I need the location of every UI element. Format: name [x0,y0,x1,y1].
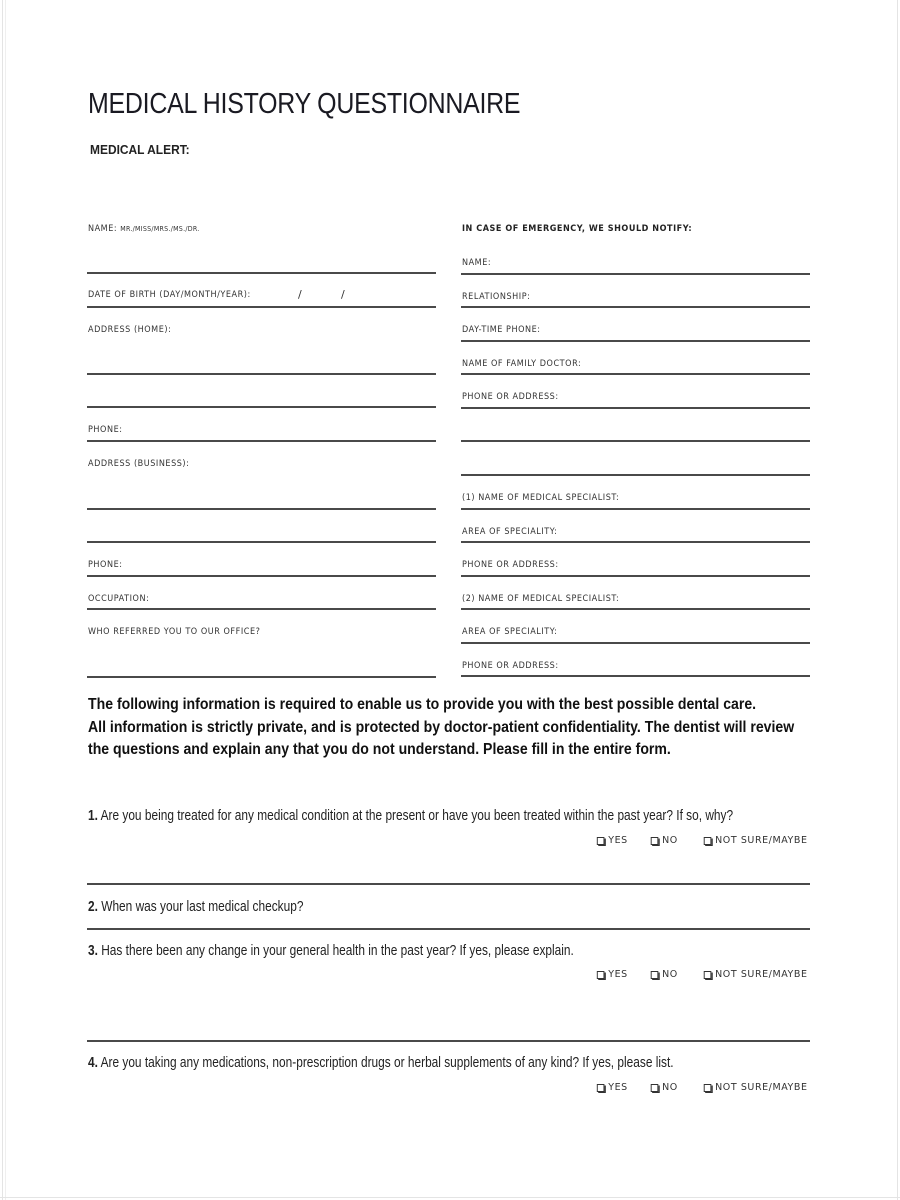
checkbox-icon[interactable] [651,971,659,979]
doctor-phone-label: PHONE OR ADDRESS: [462,392,559,402]
occupation-field[interactable] [87,580,436,610]
dob-field[interactable] [87,278,436,308]
relationship-field[interactable] [461,278,810,308]
page-border [5,0,6,1200]
question-text: Are you being treated for any medical condition at the present or have you been treated within the past year? If so, why? [100,808,734,824]
intro-line-1: The following information is required to enable us to provide you with the best possible dental care. [88,696,757,713]
question-4-options [574,1082,810,1093]
doctor-phone-field[interactable] [461,379,810,409]
family-doctor-label: NAME OF FAMILY DOCTOR: [462,359,582,369]
dob-separator: / [341,288,345,301]
dob-separator: / [298,288,302,301]
phone-business-label: PHONE: [88,560,123,570]
phone-home-label: PHONE: [88,425,123,435]
specialist2-phone-field[interactable] [461,647,810,677]
emergency-name-label: NAME: [462,258,492,268]
specialist1-phone-label: PHONE OR ADDRESS: [462,560,559,570]
address-business-field-1[interactable] [87,455,436,510]
doctor-phone-field-2[interactable] [461,412,810,442]
address-home-label: ADDRESS (HOME): [88,325,172,335]
specialist2-name-field[interactable] [461,580,810,610]
page-title: MEDICAL HISTORY QUESTIONNAIRE [88,88,521,120]
page-border [2,0,3,1200]
medical-alert-label: MEDICAL ALERT: [90,142,190,157]
specialist1-name-label: (1) NAME OF MEDICAL SPECIALIST: [462,493,620,503]
question-number: 4. [88,1055,98,1071]
option-not-sure[interactable]: NOT SURE/MAYBE [703,835,807,846]
checkbox-icon[interactable] [651,837,659,845]
emergency-heading: IN CASE OF EMERGENCY, WE SHOULD NOTIFY: [462,224,693,234]
checkbox-icon[interactable] [596,837,604,845]
specialist2-area-field[interactable] [461,614,810,644]
answer-line-2[interactable] [87,928,810,930]
daytime-phone-field[interactable] [461,312,810,342]
daytime-phone-label: DAY-TIME PHONE: [462,325,541,335]
name-field[interactable] [87,222,436,274]
question-number: 2. [88,899,98,915]
page-border [0,1197,900,1198]
specialist1-area-label: AREA OF SPECIALITY: [462,527,558,537]
question-1-options [574,835,810,846]
option-yes[interactable]: YES [596,835,627,846]
intro-paragraph [88,694,795,762]
answer-line-1[interactable] [87,883,810,885]
option-not-sure[interactable]: NOT SURE/MAYBE [703,969,807,980]
question-number: 1. [88,808,98,824]
option-not-sure[interactable]: NOT SURE/MAYBE [703,1082,807,1093]
question-3 [88,943,574,959]
specialist2-area-label: AREA OF SPECIALITY: [462,627,558,637]
answer-line-3[interactable] [87,1040,810,1042]
family-doctor-field[interactable] [461,345,810,375]
specialist1-phone-field[interactable] [461,547,810,577]
option-no[interactable]: NO [651,969,678,980]
name-titles: MR./MISS/MRS./MS./DR. [120,225,200,233]
option-no[interactable]: NO [651,835,678,846]
address-business-label: ADDRESS (BUSINESS): [88,459,190,469]
address-business-field-2[interactable] [87,513,436,543]
option-no[interactable]: NO [651,1082,678,1093]
referred-field[interactable] [87,622,436,678]
intro-line-2: All information is strictly private, and is protected by doctor-patient confidentiality. The dentist will review [88,718,795,736]
phone-business-field[interactable] [87,547,436,577]
specialist1-area-field[interactable] [461,513,810,543]
question-text: When was your last medical checkup? [101,899,304,915]
name-label: NAME: MR./MISS/MRS./MS./DR. [88,224,200,234]
checkbox-icon[interactable] [703,971,711,979]
specialist2-name-label: (2) NAME OF MEDICAL SPECIALIST: [462,594,620,604]
checkbox-icon[interactable] [596,971,604,979]
question-text: Has there been any change in your general health in the past year? If yes, please explain. [101,943,574,959]
intro-line-3: the questions and explain any that you do not understand. Please fill in the entire form. [88,741,671,758]
checkbox-icon[interactable] [703,837,711,845]
question-number: 3. [88,943,98,959]
question-2 [88,899,303,915]
specialist1-name-field[interactable] [461,480,810,510]
question-1 [88,808,733,824]
question-3-options [574,969,810,980]
question-4 [88,1055,674,1071]
doctor-phone-field-3[interactable] [461,446,810,476]
checkbox-icon[interactable] [596,1084,604,1092]
referred-label: WHO REFERRED YOU TO OUR OFFICE? [88,627,261,637]
dob-label: DATE OF BIRTH (DAY/MONTH/YEAR): [88,290,251,300]
checkbox-icon[interactable] [703,1084,711,1092]
emergency-name-field[interactable] [461,245,810,275]
address-home-field-2[interactable] [87,378,436,408]
occupation-label: OCCUPATION: [88,594,150,604]
relationship-label: RELATIONSHIP: [462,292,531,302]
phone-home-field[interactable] [87,412,436,442]
specialist2-phone-label: PHONE OR ADDRESS: [462,661,559,671]
question-text: Are you taking any medications, non-prescription drugs or herbal supplements of any kind? If yes, please list. [100,1055,674,1071]
address-home-field-1[interactable] [87,320,436,375]
option-yes[interactable]: YES [596,1082,627,1093]
option-yes[interactable]: YES [596,969,627,980]
checkbox-icon[interactable] [651,1084,659,1092]
page-border [897,0,898,1200]
